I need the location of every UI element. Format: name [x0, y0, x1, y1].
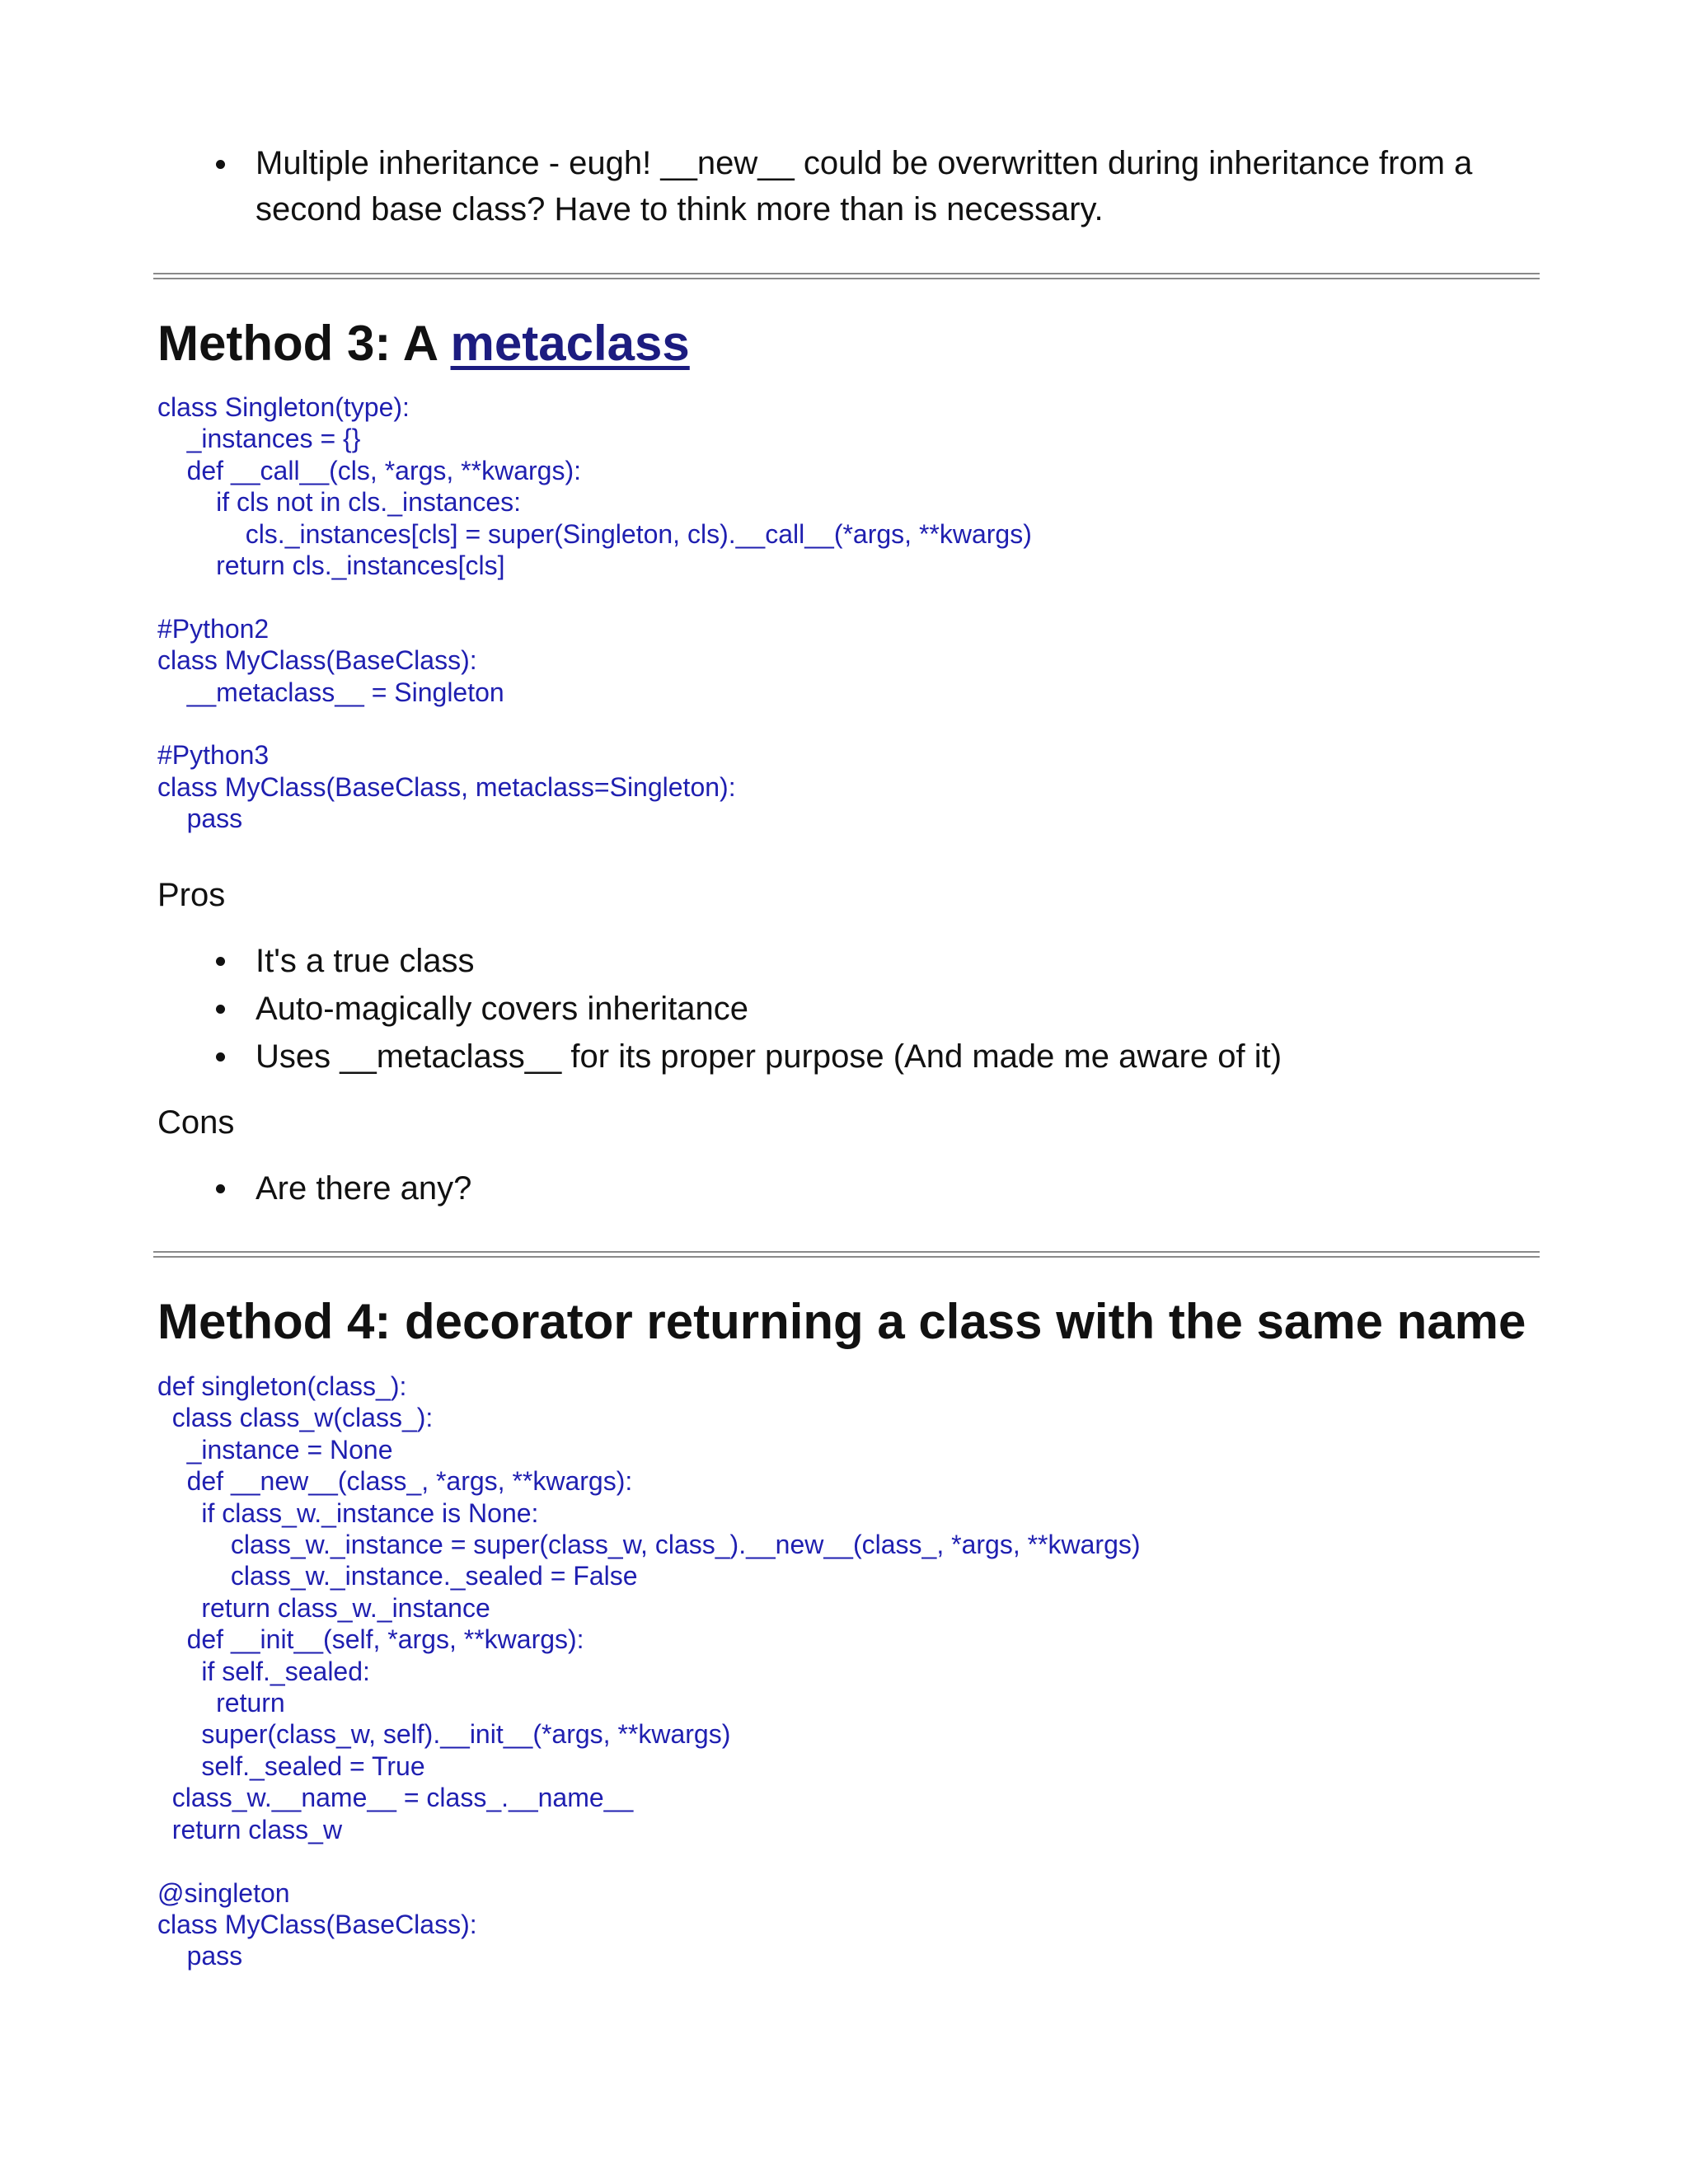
method4-heading: Method 4: decorator returning a class with the same name — [157, 1294, 1526, 1349]
list-item-text: Uses __metaclass__ for its proper purpose (And made me aware of it) — [256, 1038, 1282, 1075]
list-item-text: It's a true class — [256, 943, 475, 979]
list-item — [191, 140, 1477, 232]
bullet-icon — [216, 1052, 225, 1062]
method3-heading — [157, 313, 690, 374]
list-item — [191, 937, 1477, 985]
top-bullet-list — [191, 140, 1477, 232]
list-item-text: Multiple inheritance - eugh! __new__ could be overwritten during inheritance from a second base class? Have to think more than is necessary. — [256, 145, 1473, 227]
list-item-text: Auto-magically covers inheritance — [256, 991, 749, 1027]
list-item — [191, 1033, 1477, 1080]
method3-heading-text: Method 3: A — [157, 316, 451, 371]
pros-label: Pros — [157, 877, 226, 913]
section-divider — [153, 1251, 1540, 1258]
list-item — [191, 1165, 1477, 1212]
cons-label: Cons — [157, 1104, 235, 1141]
cons-list — [191, 1165, 1477, 1212]
bullet-icon — [216, 160, 225, 169]
list-item — [191, 985, 1477, 1033]
metaclass-link[interactable]: metaclass — [450, 316, 690, 371]
method4-code-block: def singleton(class_): class class_w(class_): _instance = None def __new__(class_, *args, **kwargs): if class_w._instance is None: class_w._instance = super(class_w, class_).__new__(class_, *args, **kwargs) class_w._instance._sealed = False return class_w._instance def __init__(self, *args, **kwargs): if self._sealed: return super(class_w, self).__init__(*args, **kwargs) self._sealed = True class_w.__name__ = class_.__name__ return class_w @singleton class MyClass(BaseClass): pass — [157, 1371, 1141, 1971]
list-item-text: Are there any? — [256, 1170, 472, 1207]
bullet-icon — [216, 1184, 225, 1193]
method3-code-block: class Singleton(type): _instances = {} def __call__(cls, *args, **kwargs): if cls not in cls._instances: cls._instances[cls] = super(Singleton, cls).__call__(*args, **kwargs) return cls._instances[cls] #Python2 class MyClass(BaseClass): __metaclass__ = Singleton #Python3 class MyClass(BaseClass, metaclass=Singleton): pass — [157, 392, 1032, 834]
bullet-icon — [216, 1005, 225, 1014]
pros-list — [191, 937, 1477, 1080]
bullet-icon — [216, 957, 225, 966]
section-divider — [153, 273, 1540, 279]
